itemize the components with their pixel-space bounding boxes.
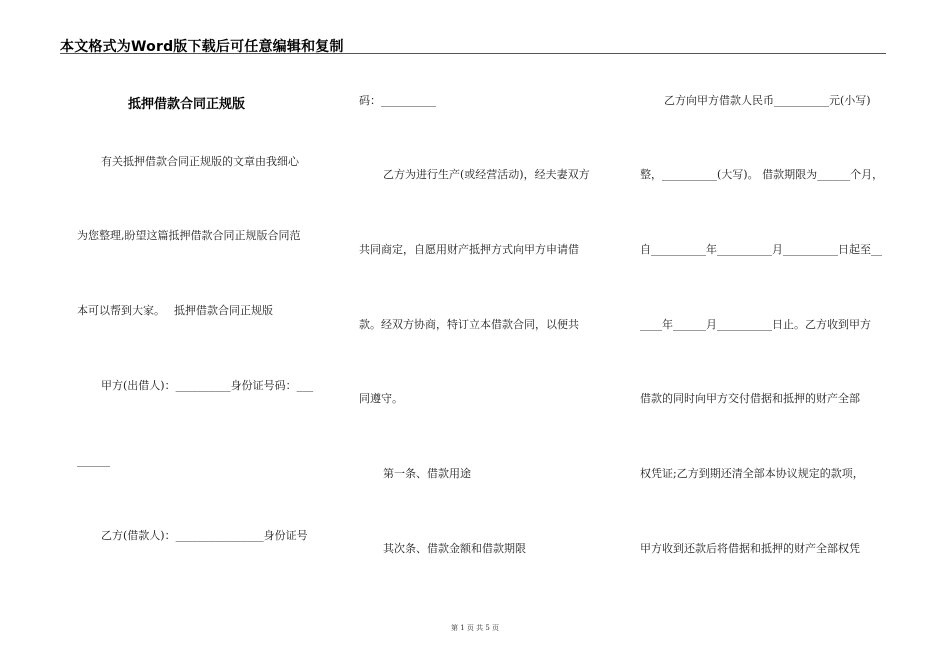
- col1-line-3: 本可以帮到大家。 抵押借款合同正规版: [77, 304, 273, 317]
- header-divider: [60, 53, 886, 54]
- col3-line-1: 乙方向甲方借款人民币__________元(小写): [664, 94, 871, 107]
- col3-line-4: ____年______月__________日止。乙方收到甲方: [640, 318, 871, 331]
- col1-line-6: 乙方(借款人)：________________身份证号: [101, 529, 308, 542]
- page-footer: 第 1 页 共 5 页: [450, 624, 500, 632]
- col3-line-3: 自__________年__________月__________日起至__: [640, 243, 882, 256]
- col2-line-4: 款。经双方协商，特订立本借款合同，以便共: [359, 318, 579, 331]
- col2-line-6: 第一条、借款用途: [383, 467, 471, 480]
- col3-line-6: 权凭证;乙方到期还清全部本协议规定的款项，: [640, 467, 864, 480]
- col1-line-1: 有关抵押借款合同正规版的文章由我细心: [101, 155, 299, 168]
- page-header-title: 本文格式为Word版下载后可任意编辑和复制: [60, 39, 344, 55]
- col3-line-2: 整，__________(大写)。 借款期限为______个月，: [640, 168, 884, 181]
- col2-line-7: 其次条、借款金额和借款期限: [383, 542, 526, 555]
- document-title: 抵押借款合同正规版: [128, 97, 246, 112]
- col1-line-2: 为您整理,盼望这篇抵押借款合同正规版合同范: [77, 229, 301, 242]
- col2-line-1: 码：__________: [359, 94, 436, 107]
- col1-line-5: ______: [77, 454, 110, 467]
- col2-line-2: 乙方为进行生产(或经营活动)，经夫妻双方: [383, 168, 590, 181]
- col2-line-3: 共同商定，自愿用财产抵押方式向甲方申请借: [359, 243, 579, 256]
- col1-line-4: 甲方(出借人)：__________身份证号码：___: [101, 379, 314, 392]
- col2-line-5: 同遵守。: [359, 392, 403, 405]
- col3-line-7: 甲方收到还款后将借据和抵押的财产全部权凭: [640, 542, 860, 555]
- col3-line-5: 借款的同时向甲方交付借据和抵押的财产全部: [640, 392, 860, 405]
